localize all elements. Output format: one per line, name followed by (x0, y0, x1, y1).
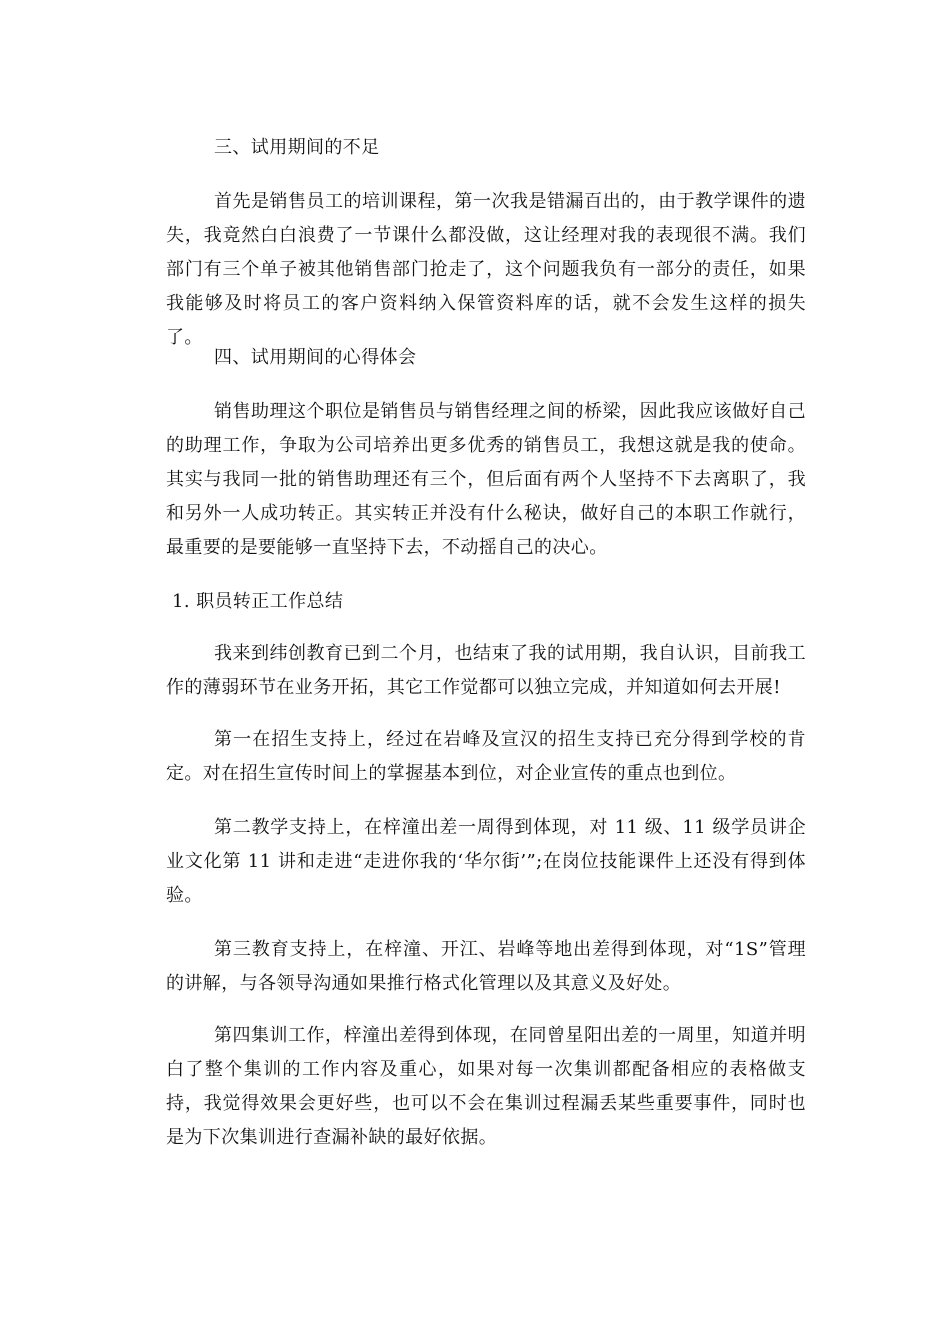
section-heading-experience: 四、试用期间的心得体会 (214, 347, 417, 368)
numbered-heading-summary: 1. 职员转正工作总结 (172, 591, 344, 612)
paragraph-teaching-support: 第二教学支持上，在梓潼出差一周得到体现，对 11 级、11 级学员讲企业文化第 11 讲和走进“走进你我的‘华尔街’”;在岗位技能课件上还没有得到体验。 (166, 817, 806, 906)
paragraph-summary-intro: 我来到纬创教育已到二个月，也结束了我的试用期，我自认识，目前我工作的薄弱环节在业务开拓，其它工作觉都可以独立完成，并知道如何去开展! (166, 643, 806, 698)
paragraph-training-work: 第四集训工作，梓潼出差得到体现，在同曾星阳出差的一周里，知道并明白了整个集训的工作内容及重心，如果对每一次集训都配备相应的表格做支持，我觉得效果会更好些，也可以不会在集训过程漏丢某些重要事件，同时也是为下次集训进行查漏补缺的最好依据。 (166, 1025, 806, 1148)
section-heading-shortcomings: 三、试用期间的不足 (214, 137, 380, 158)
paragraph-enrollment-support: 第一在招生支持上，经过在岩峰及宣汉的招生支持已充分得到学校的肯定。对在招生宣传时间上的掌握基本到位，对企业宣传的重点也到位。 (166, 729, 806, 784)
paragraph-shortcomings: 首先是销售员工的培训课程，第一次我是错漏百出的，由于教学课件的遗失，我竟然白白浪费了一节课什么都没做，这让经理对我的表现很不满。我们部门有三个单子被其他销售部门抢走了，这个问题我负有一部分的责任，如果我能够及时将员工的客户资料纳入保管资料库的话，就不会发生这样的损失了。 (166, 191, 806, 348)
paragraph-education-support: 第三教育支持上，在梓潼、开江、岩峰等地出差得到体现，对“1S”管理的讲解，与各领导沟通如果推行格式化管理以及其意义及好处。 (166, 939, 806, 994)
paragraph-experience: 销售助理这个职位是销售员与销售经理之间的桥梁，因此我应该做好自己的助理工作，争取为公司培养出更多优秀的销售员工，我想这就是我的使命。其实与我同一批的销售助理还有三个，但后面有两个人坚持不下去离职了，我和另外一人成功转正。其实转正并没有什么秘诀，做好自己的本职工作就行，最重要的是要能够一直坚持下去，不动摇自己的决心。 (166, 401, 806, 558)
